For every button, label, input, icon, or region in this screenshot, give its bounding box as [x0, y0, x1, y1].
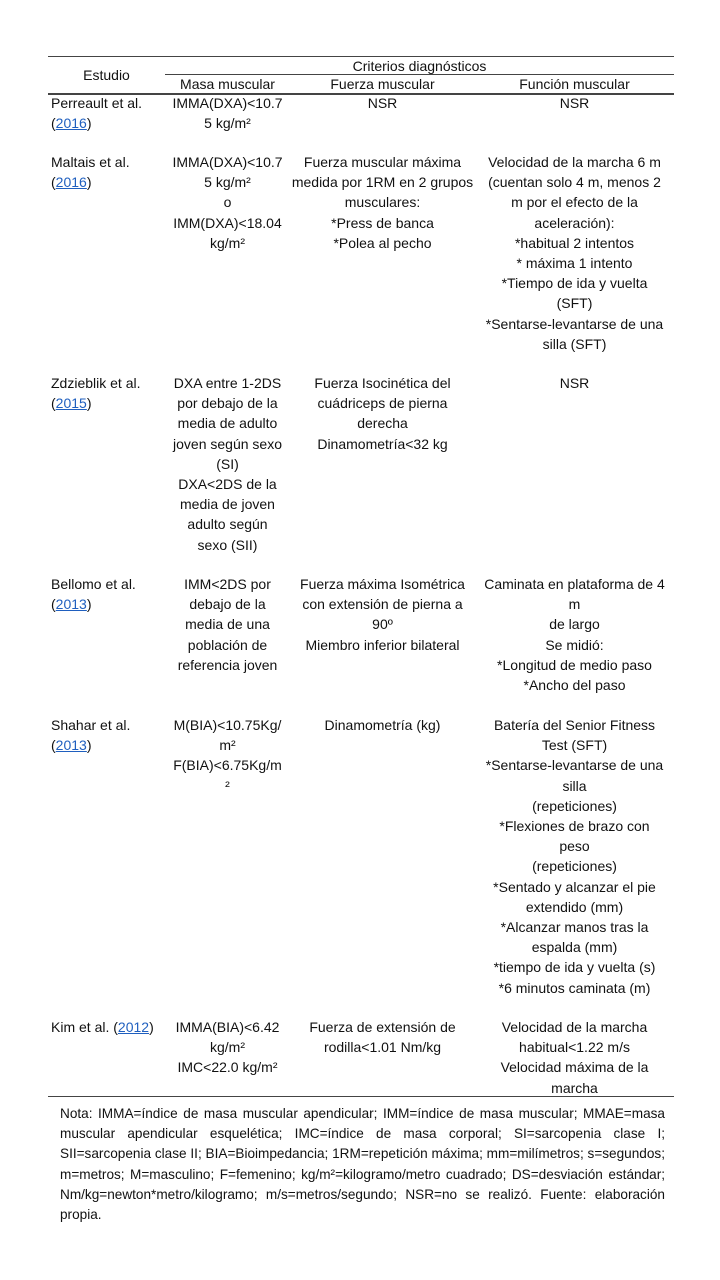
cell-line: Velocidad de la marcha 6 m — [488, 154, 661, 170]
masa-cell — [165, 574, 290, 675]
cell-line: NSR — [559, 95, 590, 111]
study-name: Zdzieblik et al. — [51, 375, 141, 391]
header-criterios: Criterios diagnósticos — [352, 58, 487, 74]
cell-line: *Alcanzar manos tras la — [500, 919, 649, 936]
cell-line: DXA entre 1-2DS — [173, 375, 282, 391]
citation-year-link[interactable]: 2015 — [55, 395, 87, 412]
funcion-cell — [475, 715, 674, 998]
cell-line: (repeticiones) — [532, 797, 617, 814]
cell-line: IMM<2DS por — [184, 576, 271, 592]
cell-line: 5 kg/m² — [204, 115, 251, 132]
cell-line: musculares: — [344, 194, 421, 211]
cell-line: *Longitud de medio paso — [497, 656, 652, 673]
masa-cell — [165, 373, 290, 555]
cell-line: 5 kg/m² — [204, 174, 251, 191]
citation-year-link[interactable]: 2013 — [55, 596, 87, 613]
cell-line: media de una — [185, 616, 270, 633]
cell-line: IMM(DXA)<18.04 — [173, 214, 282, 231]
study-cell: Kim et al. (2012) — [51, 1019, 154, 1035]
cell-line: NSR — [367, 95, 398, 111]
masa-cell — [165, 1017, 290, 1078]
cell-line: Batería del Senior Fitness — [493, 717, 656, 733]
cell-line: m por el efecto de la — [511, 194, 638, 211]
cell-line: *Sentarse-levantarse de una — [485, 315, 664, 332]
study-name: Shahar et al. — [51, 717, 131, 733]
fuerza-cell — [290, 152, 475, 253]
cell-line: referencia joven — [177, 656, 278, 673]
cell-line: espalda (mm) — [531, 939, 618, 956]
cell-line: m — [568, 596, 581, 613]
cell-line: extendido (mm) — [525, 898, 624, 915]
cell-line: *Tiempo de ida y vuelta — [501, 275, 648, 292]
cell-line: Test (SFT) — [541, 737, 608, 754]
cell-line: sexo (SII) — [197, 536, 258, 553]
header-estudio: Estudio — [83, 67, 130, 83]
header-fuerza: Fuerza muscular — [330, 76, 435, 92]
cell-line: (SFT) — [556, 295, 593, 312]
study-cell: Maltais et al. (2016) — [51, 154, 130, 191]
cell-line: M(BIA)<10.75Kg/ — [173, 717, 282, 733]
cell-line: kg/m² — [210, 234, 245, 251]
cell-line: 90º — [372, 616, 393, 633]
cell-line: aceleración): — [534, 214, 615, 231]
citation-year-link[interactable]: 2013 — [55, 737, 87, 754]
cell-line: m² — [219, 737, 236, 754]
header-masa: Masa muscular — [180, 76, 275, 92]
cell-line: IMMA(DXA)<10.7 — [172, 95, 283, 111]
fuerza-cell — [290, 1017, 475, 1057]
cell-line: kg/m² — [210, 1039, 245, 1056]
cell-line: DXA<2DS de la — [178, 476, 277, 493]
fuerza-cell — [290, 715, 475, 735]
cell-line: *habitual 2 intentos — [514, 234, 635, 251]
cell-line: con extensión de pierna a — [302, 596, 463, 613]
cell-line: F(BIA)<6.75Kg/m — [173, 757, 282, 774]
cell-line: *Sentarse-levantarse de una — [485, 757, 664, 774]
cell-line: (repeticiones) — [532, 858, 617, 875]
cell-line: *Sentado y alcanzar el pie — [493, 878, 656, 895]
study-name: Maltais et al. — [51, 154, 130, 170]
cell-line: (SI) — [216, 455, 239, 472]
cell-line: peso — [559, 838, 590, 855]
masa-cell — [165, 93, 290, 133]
cell-line: población de — [187, 636, 268, 653]
citation-year-link[interactable]: 2016 — [55, 174, 87, 191]
cell-line: Se midió: — [545, 636, 604, 653]
cell-line: *6 minutos caminata (m) — [498, 979, 651, 996]
cell-line: *Polea al pecho — [333, 234, 432, 251]
cell-line: de largo — [549, 616, 600, 633]
cell-line: NSR — [559, 375, 590, 391]
fuerza-cell — [290, 373, 475, 454]
study-name: Bellomo et al. — [51, 576, 136, 592]
cell-line: * máxima 1 intento — [516, 255, 633, 272]
citation-year-link[interactable]: 2012 — [117, 1019, 150, 1035]
cell-line: marcha — [551, 1079, 598, 1096]
study-cell: Bellomo et al. (2013) — [51, 576, 136, 613]
study-cell: Zdzieblik et al. (2015) — [51, 375, 141, 412]
masa-cell — [165, 152, 290, 253]
study-cell: Shahar et al. (2013) — [51, 717, 131, 754]
cell-line: Fuerza de extensión de — [309, 1019, 456, 1035]
cell-line: media de joven — [180, 496, 275, 513]
cell-line: adulto según — [187, 516, 268, 533]
cell-line: Fuerza máxima Isométrica — [300, 576, 465, 592]
cell-line: IMMA(BIA)<6.42 — [175, 1019, 280, 1035]
cell-line: joven según sexo — [173, 435, 282, 452]
cell-line: Dinamometría (kg) — [324, 717, 441, 733]
cell-line: Dinamometría<32 kg — [317, 435, 448, 452]
cell-line: medida por 1RM en 2 grupos — [291, 174, 474, 191]
study-cell: Perreault et al. (2016) — [51, 95, 143, 132]
citation-year-link[interactable]: 2016 — [55, 115, 87, 132]
cell-line: rodilla<1.01 Nm/kg — [323, 1039, 442, 1056]
cell-line: Fuerza Isocinética del — [314, 375, 451, 391]
cell-line: *Flexiones de brazo con — [499, 818, 650, 835]
cell-line: debajo de la — [189, 596, 266, 613]
funcion-cell — [475, 373, 674, 393]
fuerza-cell — [290, 574, 475, 655]
cell-line: ² — [225, 777, 230, 794]
cell-line: por debajo de la — [177, 395, 278, 412]
study-name: Perreault et al. — [51, 95, 143, 111]
funcion-cell — [475, 574, 674, 695]
funcion-cell — [475, 93, 674, 113]
cell-line: Caminata en plataforma de 4 — [484, 576, 665, 592]
cell-line: Fuerza muscular máxima — [303, 154, 462, 170]
cell-line: Velocidad máxima de la — [500, 1059, 649, 1076]
cell-line: Miembro inferior bilateral — [305, 636, 460, 653]
cell-line: *Press de banca — [331, 214, 434, 231]
cell-line: Velocidad de la marcha — [501, 1019, 648, 1035]
study-name: Kim et al. — [51, 1019, 110, 1035]
cell-line: *Ancho del paso — [523, 677, 626, 694]
header-funcion: Función muscular — [519, 76, 630, 92]
cell-line: silla — [562, 777, 587, 794]
cell-line: *tiempo de ida y vuelta (s) — [493, 959, 656, 976]
cell-line: silla (SFT) — [542, 335, 607, 352]
cell-line: cuádriceps de pierna — [317, 395, 448, 412]
cell-line: IMC<22.0 kg/m² — [177, 1059, 278, 1076]
funcion-cell — [475, 152, 674, 354]
cell-line: derecha — [357, 415, 408, 432]
table-note: Nota: IMMA=índice de masa muscular apendicular; IMM=índice de masa muscular; MMAE=masa muscular apendicular esquelética; IMC=índice de masa corporal; SI=sarcopenia clase I; SII=sarcopenia clase II; BIA=Bioimpedancia; 1RM=repetición máxima; mm=milímetros; s=segundos; m=metros; M=masculino; F=femenino; kg/m²=kilogramo/metro cuadrado; DS=desviación estándar; Nm/kg=newton*metro/kilogramo; m/s=metros/segundo; NSR=no se realizó. Fuente: elaboración propia. — [60, 1106, 665, 1223]
masa-cell — [165, 715, 290, 796]
cell-line: IMMA(DXA)<10.7 — [172, 154, 283, 170]
cell-line: media de adulto — [177, 415, 278, 432]
fuerza-cell — [290, 93, 475, 113]
cell-line: o — [223, 194, 232, 211]
cell-line: habitual<1.22 m/s — [519, 1039, 630, 1056]
cell-line: (cuentan solo 4 m, menos 2 — [488, 174, 661, 191]
funcion-cell — [475, 1017, 674, 1098]
